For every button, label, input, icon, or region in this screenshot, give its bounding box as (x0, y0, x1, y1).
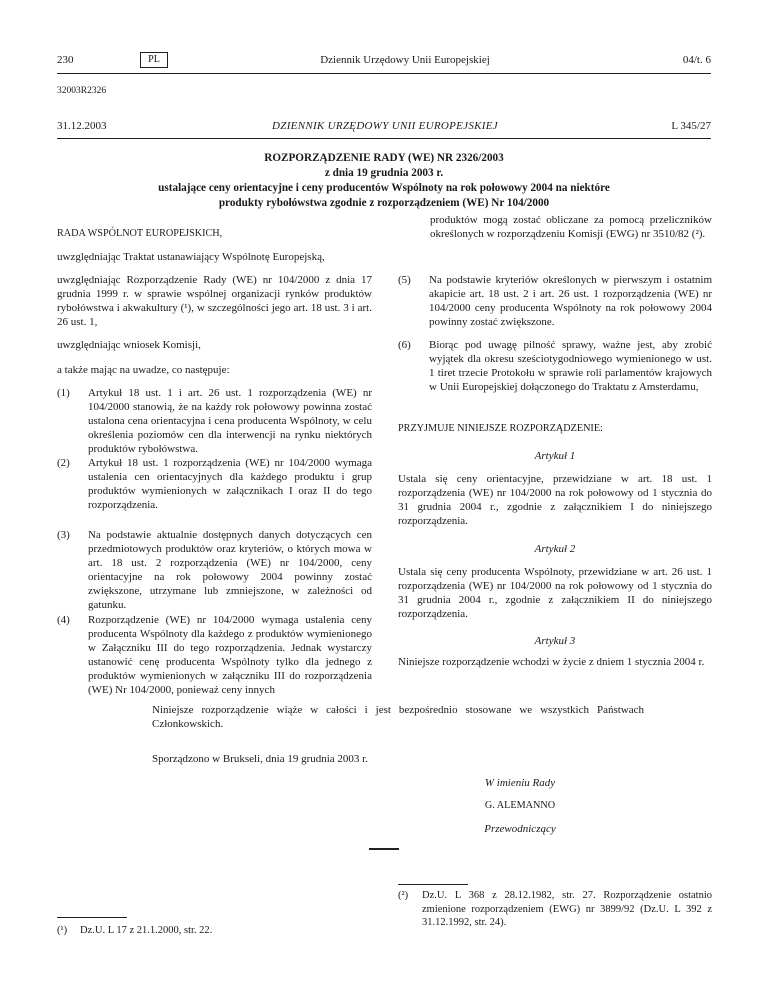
subheader-rule (57, 138, 711, 139)
article-1-title: Artykuł 1 (534, 450, 576, 462)
title-line-3: ustalające ceny orientacyjne i ceny producentów Wspólnoty na rok połowowy 2004 na niektóre (158, 182, 610, 194)
volume-number: 04/t. 6 (682, 54, 711, 66)
recital-text: Na podstawie aktualnie dostępnych danych dotyczących cen przedmiotowych produktów oraz kryteriów, o których mowa w art. 18 ust. 2 rozporządzenia (WE) nr 104/2000, ceny orientacyjne na rok połowowy 2004 powinny zostać zwiększone, utrzymane lub zmniejszone, w zależności od gatunku. (88, 529, 372, 611)
title-line-1: ROZPORZĄDZENIE RADY (WE) NR 2326/2003 (264, 152, 504, 164)
recital-number: (5) (398, 274, 411, 286)
proposal-clause: uwzględniając wniosek Komisji, (57, 339, 201, 351)
recital-number: (4) (57, 614, 70, 626)
binding-clause: Niniejsze rozporządzenie wiąże w całości i jest bezpośrednio stosowane we wszystkich Państwach Członkowskich. (152, 704, 644, 730)
article-1-text: Ustala się ceny orientacyjne, przewidziane w art. 18 ust. 1 rozporządzenia (WE) nr 104/2000 na rok połowowy od 1 stycznia do 31 grudnia 2004 r., zgodnie z załącznikiem I do niniejszego rozporządzenia. (398, 473, 712, 527)
document-title (57, 151, 711, 211)
recital-text: Rozporządzenie (WE) nr 104/2000 wymaga ustalenia ceny producenta Wspólnoty dla każdego z produktów wymienionego w Załączniku III do tego rozporządzenia. Jednak wystarczy ustanowić cenę producenta Wspólnoty tylko dla jednego z produktów wymienionych w załączniku III do rozporządzenia (WE) Nr 104/2000, ponieważ ceny innych (88, 614, 372, 696)
header-rule (57, 73, 711, 74)
footnote-1-mark: (¹) (57, 925, 68, 936)
article-3-text: Niniejsze rozporządzenie wchodzi w życie z dniem 1 stycznia 2004 r. (398, 656, 705, 668)
done-at: Sporządzono w Brukseli, dnia 19 grudnia 2003 r. (152, 753, 368, 765)
recital-number: (1) (57, 387, 70, 399)
journal-title: Dziennik Urzędowy Unii Europejskiej (320, 54, 490, 66)
recital-number: (2) (57, 457, 70, 469)
signatory-name: G. ALEMANNO (484, 800, 556, 811)
footnote-1-text: Dz.U. L 17 z 21.1.2000, str. 22. (80, 925, 213, 936)
for-council: W imieniu Rady (484, 777, 556, 789)
recital-3 (57, 528, 372, 611)
recital-6 (398, 338, 712, 413)
footnote-2-mark: (²) (398, 890, 409, 901)
page-number: 230 (57, 54, 74, 66)
recital-1 (57, 386, 372, 455)
recital-4-continuation: produktów mogą zostać obliczane za pomocą przeliczników określonych w rozporządzeniu Komisji (EWG) nr 3510/82 (²). (430, 214, 712, 240)
publication-date: 31.12.2003 (57, 120, 107, 132)
recital-4 (57, 613, 372, 696)
recital-2 (57, 456, 372, 511)
recital-number: (6) (398, 339, 411, 351)
title-line-2: z dnia 19 grudnia 2003 r. (324, 167, 444, 179)
title-line-4: produkty rybołówstwa zgodnie z rozporządzeniem (WE) Nr 104/2000 (218, 197, 550, 209)
recital-text: Biorąc pod uwagę pilność sprawy, ważne jest, aby zrobić wyjątek dla okresu sześciotygodniowego wymienionego w ust. 1 tiret trzecie Protokołu w sprawie roli parlamentów krajowych w Unii Europejskiej dołączonego do Traktatu z Amsterdamu, (429, 339, 712, 393)
article-2-text: Ustala się ceny producenta Wspólnoty, przewidziane w art. 26 ust. 1 rozporządzenia (WE) nr 104/2000 na rok połowowy od 1 stycznia do 31 grudnia 2004 r., zgodnie z załącznikiem II do niniejszego rozporządzenia. (398, 566, 712, 620)
regulation-clause: uwzględniając Rozporządzenie Rady (WE) nr 104/2000 z dnia 17 grudnia 1999 r. w sprawie wspólnej organizacji rynków produktów rybołówstwa i akwakultury (¹), w szczególności jego art. 18 ust. 3 i art. 26 ust. 1, (57, 274, 372, 328)
celex-number: 32003R2326 (57, 86, 107, 96)
article-3-title: Artykuł 3 (534, 635, 576, 647)
council-heading: RADA WSPÓLNOT EUROPEJSKICH, (57, 228, 223, 239)
treaty-clause: uwzględniając Traktat ustanawiający Wspólnotę Europejską, (57, 251, 325, 263)
issue-number: L 345/27 (671, 120, 711, 132)
footnote-rule-right (398, 884, 468, 885)
footnote-2-text: Dz.U. L 368 z 28.12.1982, str. 27. Rozporządzenie ostatnio zmienione rozporządzeniem (EWG) nr 3899/92 (Dz.U. L 392 z 31.12.1992, str. 24). (422, 890, 712, 928)
recital-number: (3) (57, 529, 70, 541)
footnote-rule-left (57, 917, 127, 918)
article-2-title: Artykuł 2 (534, 543, 576, 555)
end-rule (369, 848, 399, 850)
recital-5 (398, 273, 712, 333)
recital-text: Artykuł 18 ust. 1 rozporządzenia (WE) nr 104/2000 wymaga ustalenia cen orientacyjnych dla każdego produktu i grup produktów wymienionych w załącznikach I oraz II do tego rozporządzenia. (88, 457, 372, 511)
language-box: PL (140, 52, 168, 68)
recital-text: Na podstawie kryteriów określonych w pierwszym i ostatnim akapicie art. 18 ust. 2 i art. 26 ust. 1 rozporządzenia (WE) nr 104/2000 ceny producenta Wspólnoty na rok połowowy 2004 powinny zostać zwiększone. (429, 274, 712, 328)
whereas-clause: a także mając na uwadze, co następuje: (57, 364, 230, 376)
journal-caps: DZIENNIK URZĘDOWY UNII EUROPEJSKIEJ (272, 120, 498, 132)
adopted-heading: PRZYJMUJE NINIEJSZE ROZPORZĄDZENIE: (398, 423, 603, 434)
recital-text: Artykuł 18 ust. 1 i art. 26 ust. 1 rozporządzenia (WE) nr 104/2000 stanowią, że na każdy rok połowowy powinna zostać ustalona cena orientacyjna i cena producenta Wspólnoty, w celu określenia poziomów cen dla interwencji na rynku niektórych produktów rybołówstwa. (88, 387, 372, 455)
signatory-role: Przewodniczący (484, 823, 556, 835)
